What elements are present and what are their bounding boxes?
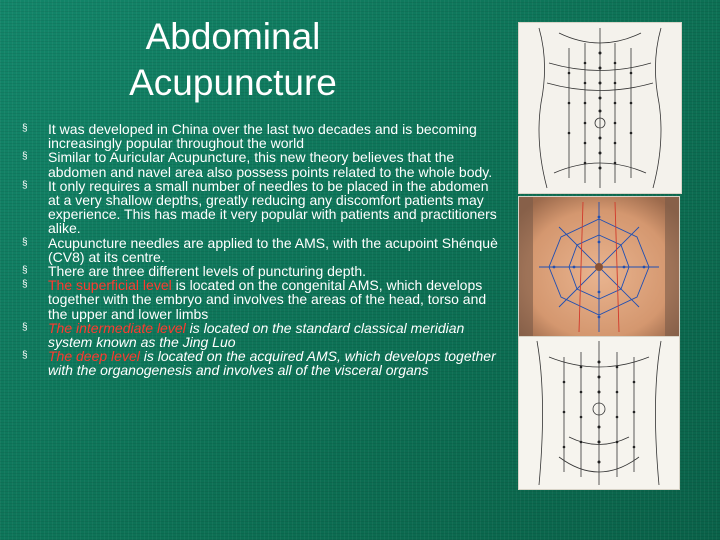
- abdominal-point-diagram: [518, 336, 680, 490]
- bullet-item: [22, 278, 500, 321]
- bullet-text: There are three different levels of puncturing depth.: [48, 263, 367, 280]
- bullet-item: [22, 264, 500, 278]
- bullet-text: is located on the congenital AMS, which develops together with the embryo and involves the areas of the head, torso and the upper and lower limbs: [48, 277, 487, 322]
- bullet-marker: §: [22, 151, 28, 163]
- abdominal-meridian-chart: [518, 22, 682, 194]
- title-line-1: Abdominal: [145, 16, 321, 57]
- bullet-text: It was developed in China over the last two decades and is becoming increasingly popular throughout the world: [48, 121, 477, 152]
- bullet-marker: §: [22, 236, 28, 248]
- bullet-text: Similar to Auricular Acupuncture, this new theory believes that the abdomen and navel area also possess points related to the whole body.: [48, 149, 493, 180]
- bullet-text: It only requires a small number of needles to be placed in the abdomen at a very shallow depths, greatly reducing any discomfort patients may experience. This has made it very popular with patients and practitioners alike.: [48, 177, 497, 237]
- bullet-item: [22, 150, 500, 178]
- bullet-item: [22, 321, 500, 349]
- bullet-text: is located on the acquired AMS, which develops together with the organogenesis and involves all of the visceral organs: [48, 348, 496, 379]
- bullet-text: Acupuncture needles are applied to the AMS, with the acupoint Shénquè (CV8) at its centre.: [48, 234, 498, 265]
- abdomen-acupoint-photo-drawing: [519, 197, 679, 337]
- bullet-marker: §: [22, 350, 28, 362]
- bullet-marker: §: [22, 279, 28, 291]
- bullet-text: The superficial level: [48, 277, 172, 294]
- bullet-item: [22, 122, 500, 150]
- bullet-text: The deep level: [48, 348, 140, 365]
- bullet-marker: §: [22, 265, 28, 277]
- title-line-2: Acupuncture: [129, 62, 337, 103]
- bullet-marker: §: [22, 321, 28, 333]
- bullet-item: [22, 179, 500, 236]
- slide-title: [108, 14, 358, 106]
- bullet-item: [22, 236, 500, 264]
- abdominal-point-diagram-drawing: [519, 337, 679, 489]
- bullet-text: is located on the standard classical meridian system known as the Jing Luo: [48, 319, 465, 351]
- bullet-marker: §: [22, 179, 28, 191]
- bullet-list: [22, 122, 500, 378]
- abdomen-acupoint-photo: [518, 196, 680, 338]
- abdominal-meridian-chart-drawing: [519, 23, 681, 193]
- bullet-item: [22, 349, 500, 377]
- bullet-marker: §: [22, 123, 28, 134]
- bullet-text: The intermediate level: [48, 319, 186, 336]
